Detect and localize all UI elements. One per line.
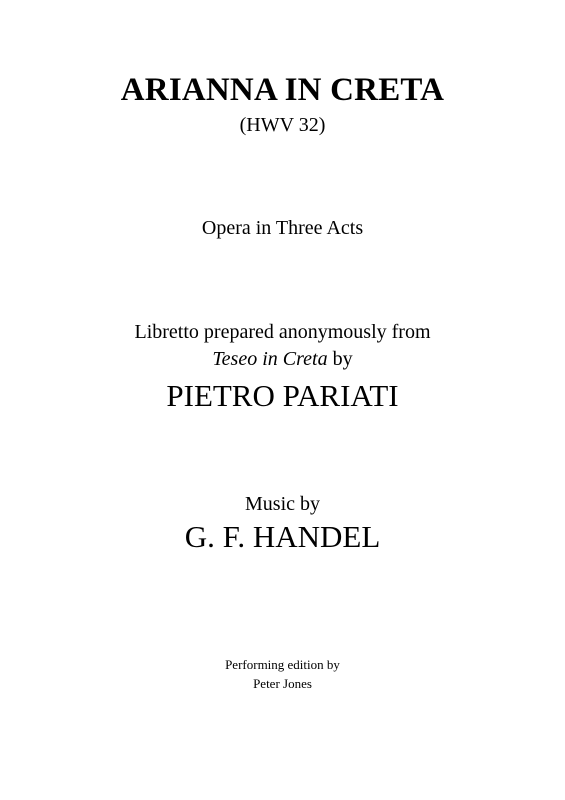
- genre-line: Opera in Three Acts: [201, 217, 364, 239]
- edition-label: Performing edition by: [225, 657, 340, 672]
- source-title: Teseo in Creta: [212, 348, 328, 370]
- libretto-credit: Libretto prepared anonymously from: [134, 321, 431, 343]
- editor-name: Peter Jones: [253, 676, 312, 691]
- catalog-number: (HWV 32): [239, 114, 326, 136]
- music-credit-label: Music by: [245, 493, 320, 515]
- libretto-source: [0, 349, 565, 369]
- opera-title: ARIANNA IN CRETA: [120, 72, 445, 108]
- librettist-name: PIETRO PARIATI: [166, 378, 399, 413]
- source-suffix: by: [327, 348, 353, 370]
- composer-name: G. F. HANDEL: [184, 519, 381, 554]
